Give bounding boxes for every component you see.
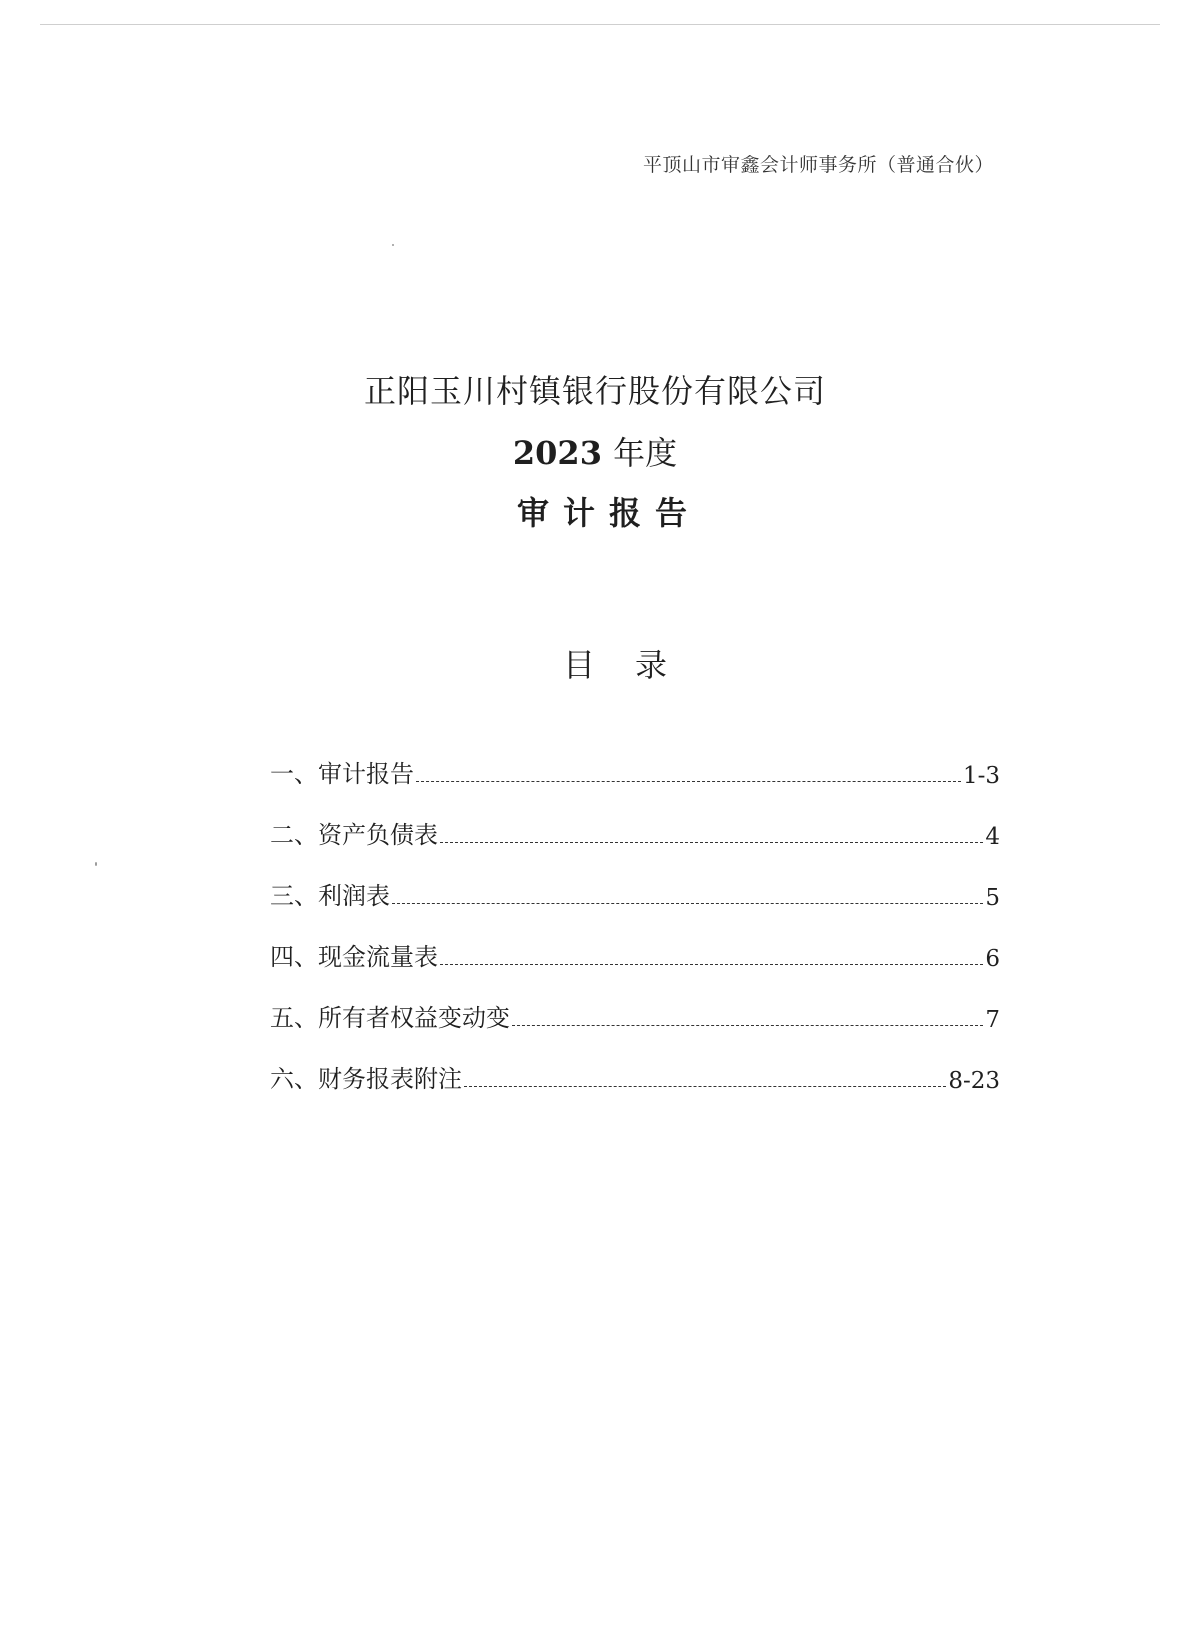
company-name: 正阳玉川村镇银行股份有限公司: [363, 372, 826, 410]
toc-item: [270, 1033, 1000, 1094]
toc-leader: [464, 1086, 946, 1087]
year-number: 2023: [512, 434, 602, 472]
toc-item-page: 4: [985, 824, 1000, 850]
table-of-contents: [270, 728, 1000, 1094]
toc-item: [270, 789, 1000, 850]
toc-item-label: 五、所有者权益变动变: [270, 1004, 510, 1032]
toc-item: [270, 850, 1000, 911]
toc-item: [270, 972, 1000, 1033]
scan-edge-line: [40, 24, 1160, 25]
toc-item-page: 7: [985, 1007, 1000, 1033]
toc-item-page: 6: [985, 946, 1000, 972]
toc-item-label: 三、利润表: [270, 882, 390, 910]
toc-leader: [440, 842, 983, 843]
toc-leader: [440, 964, 983, 965]
toc-item: [270, 911, 1000, 972]
toc-item-label: 一、审计报告: [270, 760, 414, 788]
firm-name: 平顶山市审鑫会计师事务所（普通合伙）: [642, 154, 994, 176]
report-year: [0, 428, 1190, 474]
toc-item-label: 六、财务报表附注: [270, 1065, 462, 1093]
toc-leader: [512, 1025, 983, 1026]
scan-speck: [95, 862, 97, 866]
toc-heading: 目录: [562, 646, 707, 684]
year-suffix: 年度: [613, 434, 678, 472]
toc-leader: [392, 903, 983, 904]
toc-item-page: 8-23: [948, 1068, 1000, 1094]
toc-item-label: 四、现金流量表: [270, 943, 438, 971]
toc-leader: [416, 781, 961, 782]
toc-item: [270, 728, 1000, 789]
toc-item-label: 二、资产负债表: [270, 821, 438, 849]
scan-speck: [392, 244, 394, 246]
toc-item-page: 1-3: [962, 763, 1000, 789]
report-title: 审计报告: [516, 494, 701, 532]
toc-item-page: 5: [985, 885, 1000, 911]
